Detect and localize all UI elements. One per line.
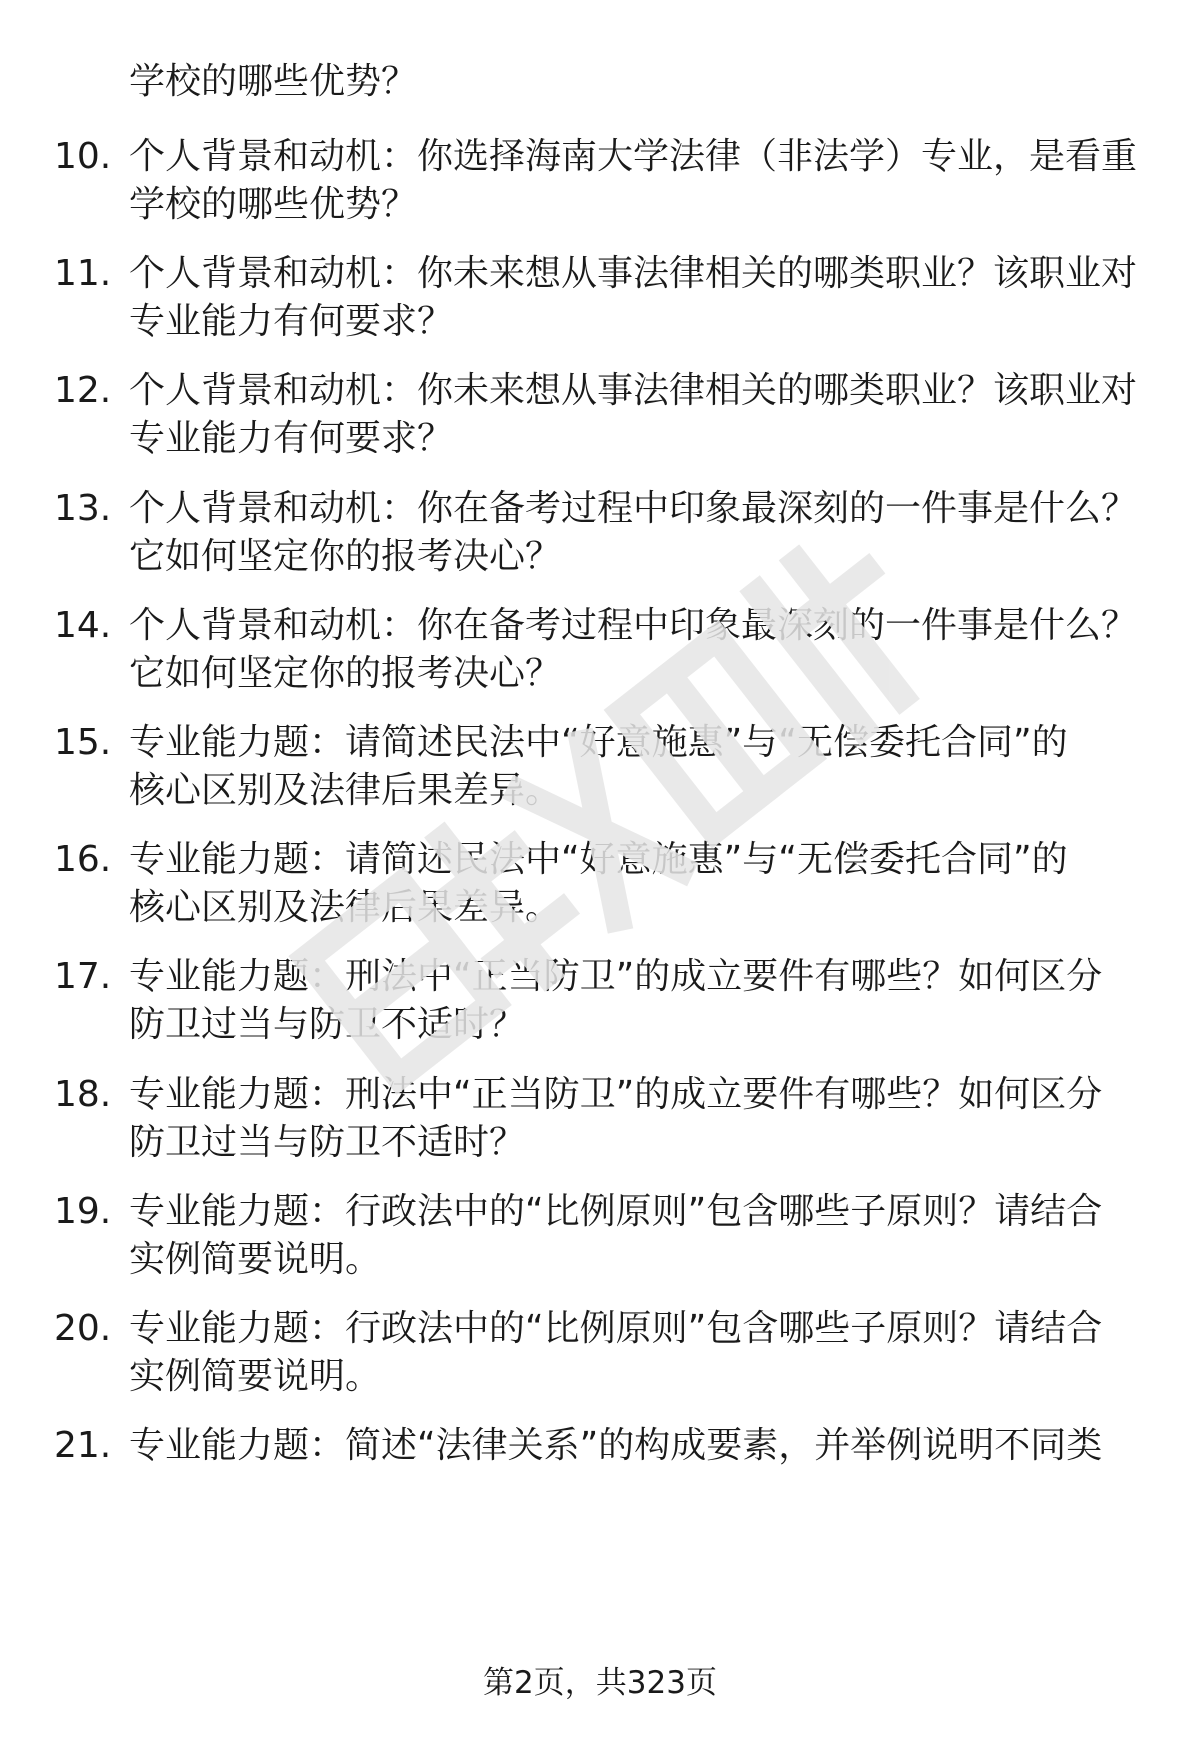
page-footer: 第2页，共323页 <box>483 1665 717 1701</box>
question-text <box>129 250 1141 346</box>
question-line: 学校的哪些优势？ <box>129 184 418 225</box>
question-line: 专业能力题：简述“法律关系”的构成要素，并举例说明不同类 <box>129 1425 1103 1467</box>
question-number: 13. <box>54 487 112 529</box>
question-line: 个人背景和动机：你在备考过程中印象最深刻的一件事是什么？ <box>129 604 1138 646</box>
question-line: 专业能力有何要求？ <box>129 418 454 460</box>
question-line: 核心区别及法律后果差异。 <box>129 770 562 811</box>
question-line: 个人背景和动机：你未来想从事法律相关的哪类职业？该职业对 <box>129 253 1138 295</box>
question-line: 专业能力题：刑法中“正当防卫”的成立要件有哪些？如何区分 <box>129 1073 1103 1115</box>
question-number: 10. <box>54 136 112 177</box>
question-text <box>129 1422 1141 1470</box>
question-line: 专业能力题：行政法中的“比例原则”包含哪些子原则？请结合 <box>129 1308 1103 1349</box>
question-line: 个人背景和动机：你选择海南大学法律（非法学）专业，是看重 <box>129 136 1138 177</box>
question-line: 专业能力题：行政法中的“比例原则”包含哪些子原则？请结合 <box>129 1190 1103 1232</box>
continued-question-text: 学校的哪些优势？ <box>129 61 418 102</box>
question-text <box>129 133 1141 229</box>
question-line: 实例简要说明。 <box>129 1238 382 1280</box>
question-text <box>129 602 1141 698</box>
question-number: 16. <box>54 839 112 881</box>
question-line: 专业能力题：请简述民法中“好意施惠”与“无偿委托合同”的 <box>129 839 1068 881</box>
question-line: 它如何坚定你的报考决心？ <box>129 535 562 577</box>
question-line: 防卫过当与防卫不适时？ <box>129 1121 526 1163</box>
question-line: 个人背景和动机：你未来想从事法律相关的哪类职业？该职业对 <box>129 370 1138 412</box>
question-text <box>129 719 1141 815</box>
question-number: 20. <box>54 1308 112 1349</box>
question-line: 专业能力有何要求？ <box>129 301 454 343</box>
question-text <box>129 1071 1141 1167</box>
question-number: 14. <box>54 604 112 646</box>
question-text <box>129 367 1141 463</box>
question-text <box>129 1188 1141 1284</box>
question-line: 专业能力题：请简述民法中“好意施惠”与“无偿委托合同”的 <box>129 722 1068 763</box>
question-number: 21. <box>54 1425 112 1467</box>
question-text <box>129 1305 1141 1401</box>
question-number: 18. <box>54 1073 112 1115</box>
question-line: 个人背景和动机：你在备考过程中印象最深刻的一件事是什么？ <box>129 487 1138 529</box>
question-line: 它如何坚定你的报考决心？ <box>129 652 562 694</box>
question-number: 11. <box>54 253 112 295</box>
question-number: 19. <box>54 1190 112 1232</box>
question-text <box>129 836 1141 932</box>
question-line: 核心区别及法律后果差异。 <box>129 887 562 929</box>
question-text <box>129 485 1141 581</box>
question-line: 实例简要说明。 <box>129 1356 382 1397</box>
question-text <box>129 953 1141 1049</box>
question-number: 15. <box>54 722 112 763</box>
question-number: 12. <box>54 370 112 412</box>
question-line: 专业能力题：刑法中“正当防卫”的成立要件有哪些？如何区分 <box>129 956 1103 998</box>
question-line: 防卫过当与防卫不适时？ <box>129 1004 526 1046</box>
question-number: 17. <box>54 956 112 998</box>
